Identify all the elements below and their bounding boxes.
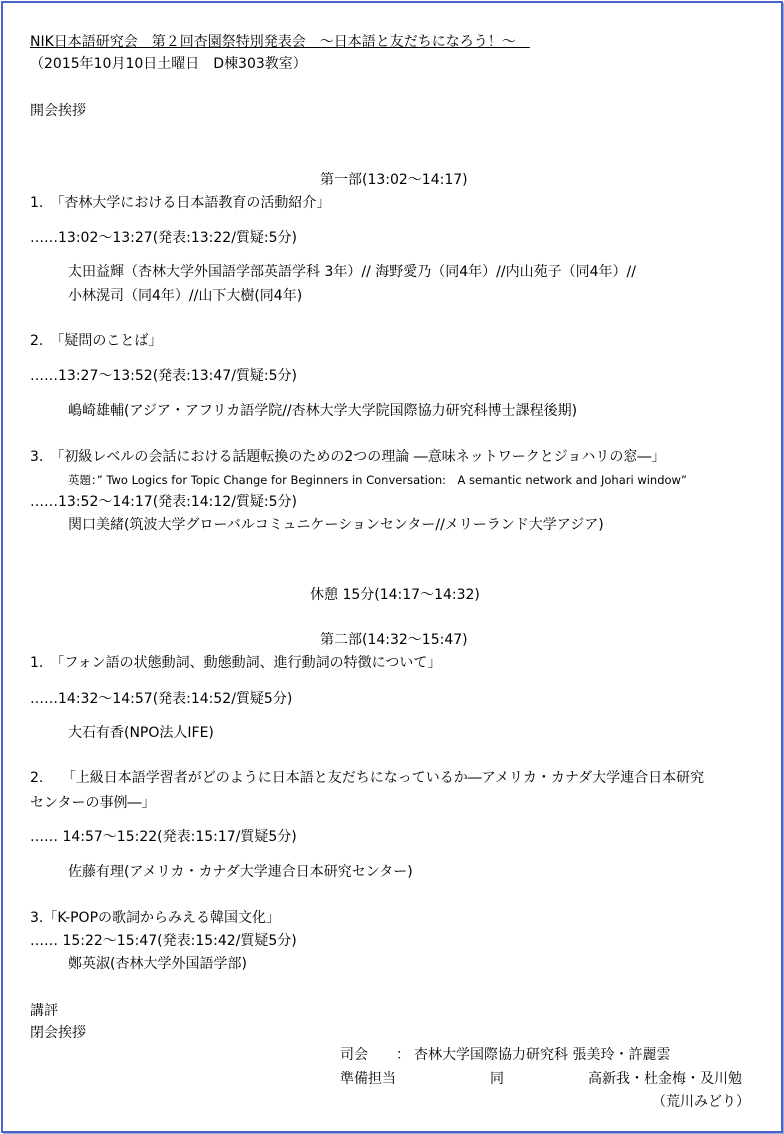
talk2-time: ……13:27～13:52(発表:13:47/質疑:5分)	[30, 368, 298, 384]
closing-remarks: 閉会挨拶	[30, 1025, 86, 1041]
talk4-time: ……14:32～14:57(発表:14:52/質疑5分)	[30, 691, 293, 707]
talk1-time: ……13:02～13:27(発表:13:22/質疑:5分)	[30, 230, 298, 246]
prep-extra: （荒川みどり）	[652, 1094, 750, 1110]
prep-label: 準備担当	[340, 1071, 396, 1087]
talk4-speakers: 大石有香(NPO法人IFE)	[68, 725, 214, 741]
mc-colon: ：	[396, 1047, 410, 1063]
mc-label: 司会	[340, 1047, 368, 1063]
talk1-speakers-line1: 太田益輝（杏林大学外国語学部英語学科 3年）// 海野愛乃（同4年）//内山苑子（同4年）//	[68, 264, 636, 280]
document-title: NIK日本語研究会 第２回杏園祭特別発表会 ～日本語と友だちになろう！～	[30, 34, 530, 50]
talk5-time: …… 14:57～15:22(発表:15:17/質疑5分)	[30, 829, 297, 845]
review: 講評	[30, 1003, 58, 1019]
talk3-time: ……13:52～14:17(発表:14:12/質疑:5分)	[30, 494, 298, 510]
break-time: 休憩 15分(14:17～14:32)	[310, 587, 480, 603]
talk2-speakers: 嶋崎雄輔(アジア・アフリカ語学院//杏林大学大学院国際協力研究科博士課程後期)	[68, 403, 578, 419]
prep-names: 高新我・杜金梅・及川勉	[588, 1071, 742, 1087]
talk6-speakers: 鄭英淑(杏林大学外国語学部)	[68, 956, 247, 972]
talk1-title: 1. 「杏林大学における日本語教育の活動紹介」	[30, 195, 331, 211]
talk2-title: 2. 「疑問のことば」	[30, 333, 163, 349]
talk3-english-title: 英題：” Two Logics for Topic Change for Beginners in Conversation: A semantic network and Johari window”	[68, 473, 687, 487]
talk1-speakers-line2: 小林滉司（同4年）//山下大樹(同4年)	[68, 288, 303, 304]
talk5-title: 2. 「上級日本語学習者がどのように日本語と友だちになっているか―アメリカ・カナダ大学連合日本研究	[30, 770, 705, 786]
event-date: （2015年10月10日土曜日 D棟303教室）	[30, 56, 307, 72]
talk3-title: 3. 「初級レベルの会話における話題転換のための2つの理論 ―意味ネットワークとジョハリの窓―」	[30, 449, 666, 465]
talk4-title: 1. 「フォン語の状態動詞、動態動詞、進行動詞の特徴について」	[30, 655, 442, 671]
mc-names: 杏林大学国際協力研究科 張美玲・許麗雲	[414, 1047, 671, 1063]
talk6-time: …… 15:22～15:47(発表:15:42/質疑5分)	[30, 933, 297, 949]
talk6-title: 3.「K-POPの歌詞からみえる韓国文化」	[30, 910, 281, 926]
prep-same: 同	[490, 1071, 504, 1087]
talk3-speakers: 関口美緒(筑波大学グローバルコミュニケーションセンター//メリーランド大学アジア)	[68, 517, 604, 533]
talk5-speakers: 佐藤有理(アメリカ・カナダ大学連合日本研究センター)	[68, 864, 413, 880]
part1-heading: 第一部(13:02～14:17)	[320, 172, 468, 188]
talk5-title-continued: センターの事例―」	[30, 795, 156, 811]
opening-remarks: 開会挨拶	[30, 103, 86, 119]
part2-heading: 第二部(14:32～15:47)	[320, 632, 468, 648]
